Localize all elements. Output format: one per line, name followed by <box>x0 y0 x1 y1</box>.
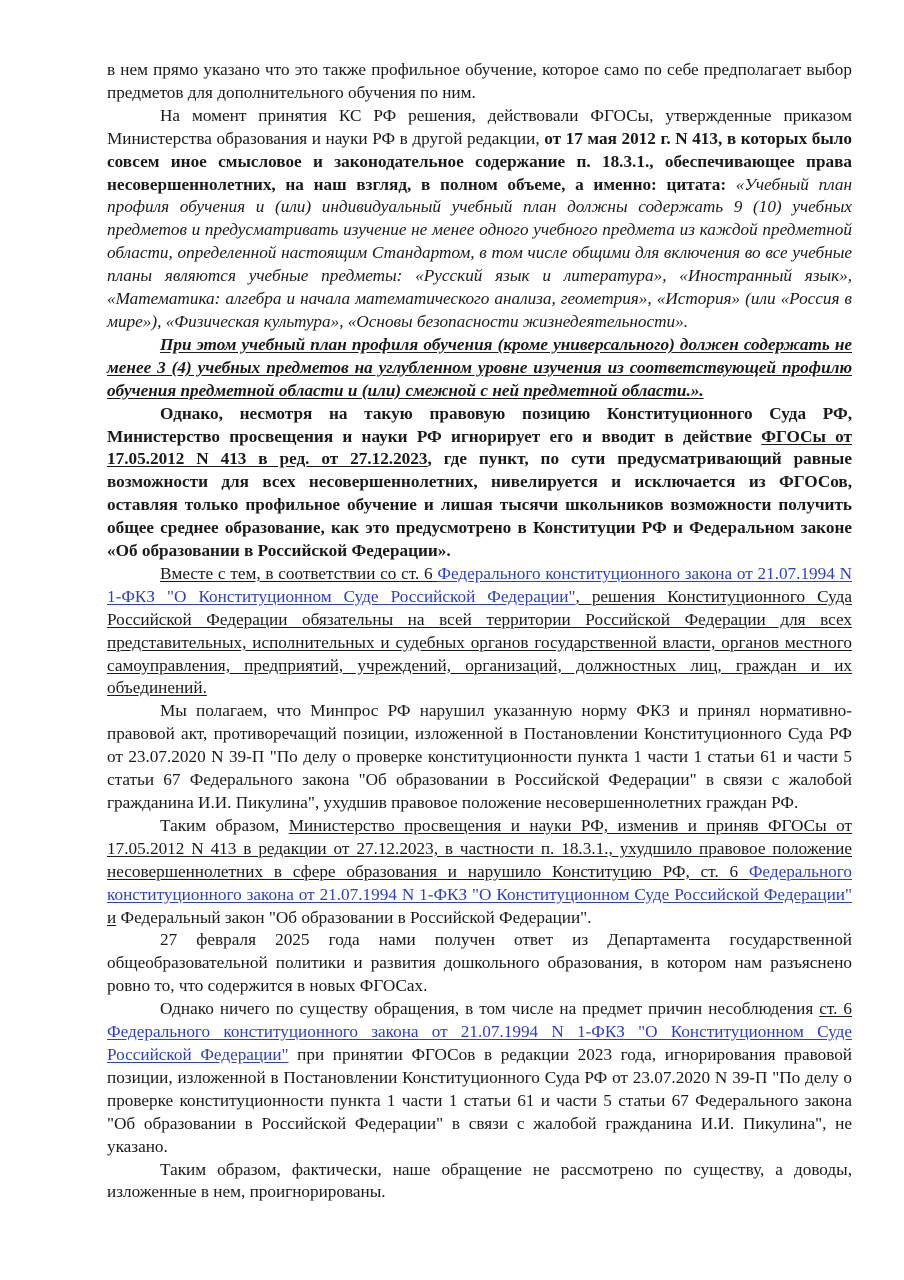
paragraph-quote-emphasis <box>107 334 852 403</box>
paragraph-response-received <box>107 929 852 998</box>
paragraph-final-conclusion <box>107 1159 852 1205</box>
paragraph-intro: На момент принятия КС РФ решения, действовали ФГОСы, утвержденные приказом Министерства образования и науки РФ в другой редакции, <box>107 105 852 148</box>
paragraph-minpros-violation <box>107 700 852 815</box>
paragraph-text: в нем прямо указано что это также профильное обучение, которое само по себе предполагает выбор предметов для дополнительного обучения по ним. <box>107 60 852 102</box>
fkz-link[interactable]: Федерального конституционного закона от 21.07.1994 N 1-ФКЗ "О Конституционном Суде Российской Федерации" <box>107 1022 852 1064</box>
paragraph-text: Таким образом, фактически, наше обращение не рассмотрено по существу, а доводы, изложенные в нем, проигнорированы. <box>107 1159 852 1202</box>
paragraph-text-a: Однако ничего по существу обращения, в том числе на предмет причин несоблюдения <box>160 999 820 1019</box>
paragraph-fgos-2012 <box>107 105 852 334</box>
fkz-link[interactable]: Федерального конституционного закона от 21.07.1994 N 1-ФКЗ "О Конституционном Суде Российской Федерации" <box>107 563 852 606</box>
paragraph-text-b: при принятии ФГОСов в редакции 2023 года, игнорирования правовой позиции, изложенной в Постановлении Конституционного Суда РФ от 23.07.2020 N 39-П "По делу о проверке конституционности пункта 1 части 1 статьи 61 и части 5 статьи 67 Федерального закона "Об образовании в Российской Федерации" в связи с жалобой гражданина И.И. Пикулина", не указано. <box>107 1044 853 1156</box>
underlined-statement: Министерство просвещения и науки РФ, изменив и приняв ФГОСы от 17.05.2012 N 413 в редакции от 27.12.2023, в частности п. 18.3.1., ухудшило правовое положение несовершеннолетних в сфере образования и нарушило Конституцию РФ, ст. 6 <box>107 815 852 881</box>
fgos-reference: ФГОСы от 17.05.2012 N 413 в ред. от 27.12.2023 <box>107 426 852 469</box>
paragraph-text-b: , решения Конституционного Суда Российской Федерации обязательны на всей территории Российской Федерации для всех представительных, исполнительных и судебных органов государственной власти, органов местного самоуправления, предприятий, учреждений, организаций, должностных лиц, граждан и их объединений. <box>107 586 852 698</box>
paragraph-text-a: Таким образом, <box>160 815 289 835</box>
paragraph-text-a: Однако, несмотря на такую правовую позицию Конституционного Суда РФ, Министерство просвещения и науки РФ игнорирует его и вводит в действие <box>107 403 852 446</box>
paragraph-text: 27 февраля 2025 года нами получен ответ из Департамента государственной общеобразовательной политики и развития дошкольного образования, в котором нам разъяснено ровно то, что содержится в новых ФГОСах. <box>107 930 852 996</box>
paragraph-ministry-ignores <box>107 403 852 563</box>
emphasized-quote: При этом учебный план профиля обучения (кроме универсального) должен содержать не менее 3 (4) учебных предметов на углубленном уровне изучения из соответствующей профилю обучения предметной области и (или) смежной с ней предметной области.». <box>107 334 852 400</box>
paragraph-conclusion-1 <box>107 815 852 930</box>
fkz-link[interactable]: Федерального конституционного закона от 21.07.1994 N 1-ФКЗ "О Конституционном Суде Российской Федерации" <box>107 861 852 904</box>
document-page <box>107 59 852 1204</box>
quote-text: «Учебный план профиля обучения и (или) индивидуальный учебный план должны содержать 9 (10) учебных предметов и предусматривать изучение не менее одного учебного предмета из каждой предметной области, определенной настоящим Стандартом, в том числе общими для включения во все учебные планы являются учебные предметы: «Русский язык и литература», «Иностранный язык», «Математика: алгебра и начала математического анализа, геометрия», «История» (или «Россия в мире»), «Физическая культура», «Основы безопасности жизнедеятельности». <box>107 174 852 331</box>
paragraph-article-6 <box>107 563 852 700</box>
article-reference: ст. 6 <box>819 999 852 1019</box>
paragraph-text-b: , где пункт, по сути предусматривающий равные возможности для всех несовершеннолетних, нивелируется и исключается из ФГОСов, оставляя только профильное обучение и лишая тысячи школьников возможности получить общее среднее образование, как это предусмотрено в Конституции РФ и Федеральном законе «Об образовании в Российской Федерации». <box>107 449 852 561</box>
conjunction-text: и <box>107 907 117 927</box>
paragraph-text: Мы полагаем, что Минпрос РФ нарушил указанную норму ФКЗ и принял нормативно-правовой акт, противоречащий позиции, изложенной в Постановлении Конституционного Суда РФ от 23.07.2020 N 39-П "По делу о проверке конституционности пункта 1 части 1 статьи 61 и части 5 статьи 67 Федерального закона "Об образовании в Российской Федерации" в связи с жалобой гражданина И.И. Пикулина", ухудшив правовое положение несовершеннолетних граждан РФ. <box>107 701 852 812</box>
paragraph-text-d: Федеральный закон "Об образовании в Российской Федерации". <box>116 907 592 927</box>
bold-statement: от 17 мая 2012 г. N 413, в которых было совсем иное смысловое и законодательное содержание п. 18.3.1., обеспечивающее права несовершеннолетних, на наш взгляд, в полном объеме, а именно: цитата: <box>107 128 852 194</box>
paragraph-nothing-substantive <box>107 998 852 1158</box>
paragraph-text-a: Вместе с тем, в соответствии со ст. 6 <box>160 563 438 583</box>
paragraph-profile-training <box>107 59 852 105</box>
